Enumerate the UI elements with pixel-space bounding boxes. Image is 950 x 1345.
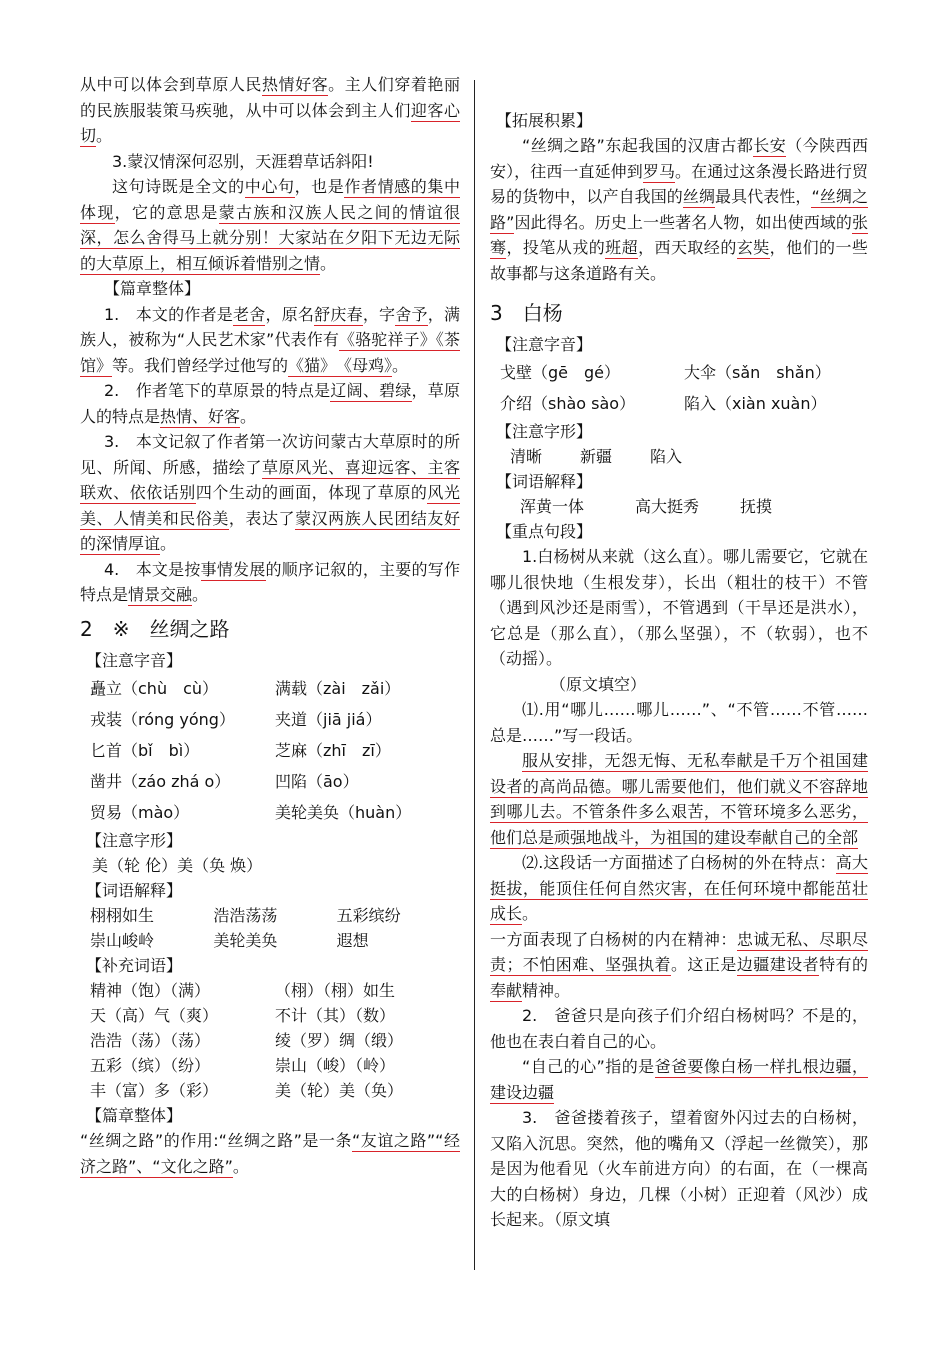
section-heading: 【注意字音】 xyxy=(86,650,183,670)
text: ，草原人的特点是 xyxy=(80,381,460,426)
list-item: 夹道（jiā jiá） xyxy=(275,709,382,729)
list-item: 美轮美奂 xyxy=(213,931,278,950)
list-item: 陷入（xiàn xuàn） xyxy=(684,394,827,413)
answer: 情景交融 xyxy=(128,585,193,604)
list-item: 戎装（róng yóng） xyxy=(90,709,235,729)
section-heading: 【词语解释】 xyxy=(496,472,593,491)
answer: 草原风光、喜迎远客、主客联欢、依依话别 xyxy=(80,457,460,502)
answer: 班超 xyxy=(605,238,639,257)
supplementary-word-list xyxy=(80,978,460,1103)
answer: 高大挺拔，能顶住任何自然灾害，在任何环境中都能茁壮成长 xyxy=(490,853,868,923)
text: ，他们的一些故事都与这条道路有关。 xyxy=(490,238,868,283)
text: 。主人们穿着艳丽的民族服装策马疾驰，从中可以体会到主人们 xyxy=(80,75,460,120)
answer: 老舍 xyxy=(233,304,266,324)
list-item: 五彩（缤）（纷） xyxy=(90,1056,211,1075)
list-item: 崇山（峻）（岭） xyxy=(275,1056,396,1075)
answer: 蒙古族和汉族人民之间的情谊很深，怎么舍得马上就分别！大家站在夕阳下无边无际的大草原上，相互倾诉着惜别之情 xyxy=(80,202,460,273)
list-item: 新疆 xyxy=(580,447,613,466)
text: 4. 本文是按 xyxy=(104,559,201,579)
text: 因此得名。历史上一些著名人物，如出使西域的 xyxy=(514,212,852,232)
list-item: 崇山峻岭 xyxy=(90,931,155,950)
text: ，也是 xyxy=(294,177,345,196)
text: 精神。 xyxy=(522,980,571,1000)
section-heading: 【篇章整体】 xyxy=(86,1106,183,1125)
answer: 丝绸 xyxy=(682,187,716,206)
answer: 热情好客 xyxy=(261,75,329,94)
list-item: 大伞（sǎn shǎn） xyxy=(684,363,831,382)
list-item: （栩）（栩）如生 xyxy=(275,981,396,1000)
extension-para xyxy=(490,133,868,286)
whole-item-2 xyxy=(80,378,460,429)
text: 。 xyxy=(96,126,113,145)
text: 。 xyxy=(320,253,337,273)
list-item: 不计（其）（数） xyxy=(275,1006,396,1025)
text: ，字 xyxy=(362,304,396,324)
text: 1. 本文的作者是 xyxy=(104,304,234,324)
answer: 舍予 xyxy=(395,304,428,324)
text: 一方面表现了白杨树的内在精神： xyxy=(490,929,737,949)
answer: 玄奘 xyxy=(736,238,770,257)
text: 从中可以体会到草原人民 xyxy=(80,75,262,94)
word-list xyxy=(80,903,460,953)
text: “丝绸之路”东起我国的汉唐古都 xyxy=(522,136,754,155)
key-question-1: ⑴.用“哪儿……哪儿……”、“不管……不管……总是……”写一段话。 xyxy=(490,700,868,745)
text: 。在通过这条漫长路进行贸易的货物中，以产自我国的 xyxy=(490,161,868,206)
whole-item-3 xyxy=(80,429,460,557)
text: 。这正是 xyxy=(670,955,737,974)
key-question-2b xyxy=(490,927,868,1004)
list-item: 戈壁（gē gé） xyxy=(500,363,621,382)
list-item: 介绍（shào sào） xyxy=(500,394,636,413)
text: 这句诗既是全文的 xyxy=(112,177,245,196)
answer: “丝绸之路” xyxy=(490,187,868,232)
answer: 爸爸要像白杨一样扎根边疆，建设边疆 xyxy=(490,1057,868,1102)
poem-line: 3.蒙汉情深何忍别，天涯碧草话斜阳! xyxy=(112,151,374,171)
text: ，满族人，被称为“人民艺术家”代表作有 xyxy=(80,304,460,349)
text: 最具代表性， xyxy=(715,187,812,206)
text: 的顺序记叙的，主要的写作特点是 xyxy=(80,559,460,604)
form-list xyxy=(490,444,868,469)
pronunciation-list xyxy=(490,357,868,419)
list-item: 栩栩如生 xyxy=(90,906,155,925)
text: “自己的心”指的是 xyxy=(522,1057,655,1076)
key-question-3 xyxy=(490,1054,868,1105)
list-item: 匕首（bǐ bì） xyxy=(90,740,200,760)
list-item: 高大挺秀 xyxy=(635,497,700,516)
text: （今陕西西安），往西一直延伸到 xyxy=(490,136,868,181)
key-passage-2: 2. 爸爸只是向孩子们介绍白杨树吗？不是的，他也在表白着自己的心。 xyxy=(490,1006,868,1051)
text: 。 xyxy=(392,355,409,375)
list-item: 凹陷（āo） xyxy=(275,771,359,791)
poem-explanation xyxy=(80,174,460,276)
word-list xyxy=(490,494,868,519)
text: ，表达了 xyxy=(228,508,296,528)
text: ，原名 xyxy=(265,304,315,324)
list-item: 美轮美奂（huàn） xyxy=(275,802,412,822)
text: 。 xyxy=(160,534,177,553)
section-heading: 【重点句段】 xyxy=(496,522,593,541)
section-heading: 【注意字音】 xyxy=(496,335,593,354)
answer: 长安 xyxy=(753,136,787,155)
answer: 辽阔、碧绿 xyxy=(330,381,412,400)
answer: 罗马 xyxy=(642,161,676,181)
text: 等。我们曾经学过他写的 xyxy=(112,355,289,375)
text: ，它的意思是 xyxy=(114,202,219,222)
grassland-para-1 xyxy=(80,72,460,149)
answer: 舒庆春 xyxy=(314,304,363,324)
section-heading: 【补充词语】 xyxy=(86,956,183,975)
answer: 《骆驼祥子》《茶馆》 xyxy=(80,330,460,375)
answer: 热情、好客 xyxy=(160,406,241,426)
list-item: 丰（富）多（彩） xyxy=(90,1081,219,1100)
list-item: 矗立（chù cù） xyxy=(90,678,219,698)
text: 3. 本文记叙了作者第一次访问蒙古大草原时的所见、所闻、所感，描绘了 xyxy=(80,432,460,477)
list-item: 绫（罗）绸（缎） xyxy=(275,1031,404,1050)
lesson-title-silk-road: 2 ※ 丝绸之路 xyxy=(80,616,230,641)
text: 。 xyxy=(522,904,539,923)
answer: 风光美、人情美和民俗美 xyxy=(80,483,460,528)
answer: 作者情感的集中体现 xyxy=(80,177,460,222)
silk-road-role xyxy=(80,1128,460,1179)
answer: “友谊之路”“经济之路”、“文化之路” xyxy=(80,1131,460,1176)
text: ，西天取经的 xyxy=(638,238,737,257)
whole-item-4 xyxy=(80,557,460,608)
key-passage-1: 1.白杨树从来就（这么直）。哪儿需要它，它就在哪儿很快地（生根发芽），长出（粗壮的枝干）不管（遇到风沙还是雨雪），不管遇到（干旱还是洪水），它总是（那么直），（那么坚强），不（软弱），也不（动摇）。 xyxy=(490,547,868,668)
section-heading: 【篇章整体】 xyxy=(104,279,201,298)
list-item: 浩浩荡荡 xyxy=(213,906,278,925)
list-item: 浑黄一体 xyxy=(520,497,585,516)
answer: 奉献 xyxy=(490,980,523,1000)
list-item: 抚摸 xyxy=(740,497,773,516)
answer: 忠诚无私、尽职尽责；不怕困难、坚强执着 xyxy=(490,929,868,974)
pronunciation-list xyxy=(80,673,460,828)
key-passage-3: 3. 爸爸搂着孩子，望着窗外闪过去的白杨树，又陷入沉思。突然，他的嘴角又（浮起一丝微笑），那是因为他看见（火车前进方向）的右面，在（一棵高大的白杨树）身边，几棵（小树）正迎着（风沙）成长起来。（原文填 xyxy=(490,1108,868,1229)
lesson-title-white-poplar: 3 白杨 xyxy=(490,301,563,325)
text: 四个生动的画面，体现了草原的 xyxy=(195,483,428,502)
key-answer-1 xyxy=(490,748,868,850)
key-question-2 xyxy=(490,850,868,927)
text: 。 xyxy=(240,406,257,426)
text: 。 xyxy=(232,1156,249,1176)
list-item: 芝麻（zhī zī） xyxy=(275,740,391,760)
list-item: 五彩缤纷 xyxy=(336,906,401,925)
list-item: 天（高）气（爽） xyxy=(90,1006,219,1025)
list-item: 美（轮）美（奂） xyxy=(275,1081,404,1100)
column-divider xyxy=(474,80,475,1270)
form-line: 美（轮 伦）美（奂 焕） xyxy=(92,855,263,875)
text: ⑵.这段话一方面描述了白杨树的外在特点： xyxy=(522,853,836,872)
list-item: 贸易（mào） xyxy=(90,802,190,822)
answer: 迎客心切 xyxy=(80,100,460,145)
list-item: 凿井（záo zhá o） xyxy=(90,771,231,791)
answer: 服从安排，无怨无悔、无私奉献是千万个祖国建设者的高尚品德。哪儿需要他们，他们就义不容辞地到哪儿去。不管条件多么艰苦，不管环境多么恶劣，他们总是顽强地战斗，为祖国的建设奉献自己的全部 xyxy=(490,751,868,847)
answer: 中心句 xyxy=(244,177,295,196)
section-heading: 【拓展积累】 xyxy=(496,111,593,130)
answer: 蒙汉两族人民团结友好的深情厚谊 xyxy=(80,508,460,553)
answer: 事情发展 xyxy=(200,559,266,579)
list-item: 遐想 xyxy=(336,931,369,950)
section-heading: 【词语解释】 xyxy=(86,881,183,900)
list-item: 陷入 xyxy=(650,447,683,466)
fill-note: （原文填空） xyxy=(550,674,647,694)
text: 特有的 xyxy=(819,955,868,974)
right-column xyxy=(490,108,868,1233)
text: “丝绸之路”的作用:“丝绸之路”是一条 xyxy=(80,1131,352,1150)
text: 2. 作者笔下的草原景的特点是 xyxy=(104,381,331,400)
left-column xyxy=(80,72,460,1179)
section-heading: 【注意字形】 xyxy=(496,422,593,441)
answer: 《猫》 《母鸡》 xyxy=(288,355,393,375)
answer: 边疆建设者 xyxy=(736,955,820,974)
text: 。 xyxy=(192,585,209,604)
list-item: 清晰 xyxy=(510,447,543,466)
list-item: 浩浩（荡）（荡） xyxy=(90,1031,211,1050)
list-item: 满载（zài zǎi） xyxy=(275,678,401,698)
whole-item-1 xyxy=(80,302,460,379)
section-heading: 【注意字形】 xyxy=(86,830,183,850)
answer: 张骞 xyxy=(490,212,868,257)
text: ，投笔从戎的 xyxy=(506,238,606,257)
list-item: 精神（饱）（满） xyxy=(90,981,211,1000)
